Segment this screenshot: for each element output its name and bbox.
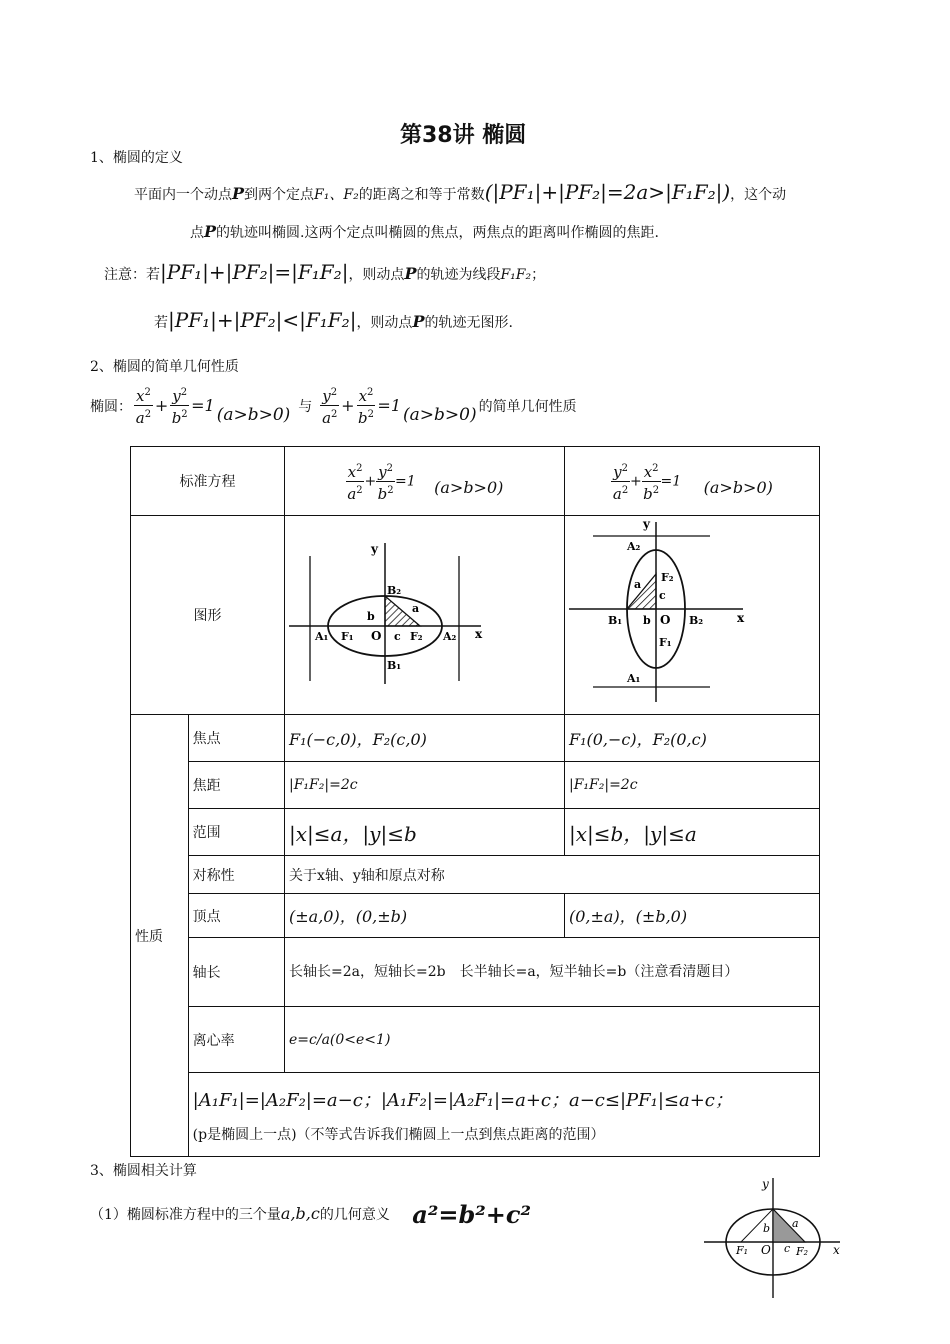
svg-text:y: y [371, 542, 378, 556]
note-line-1: 注意：若|PF₁|+|PF₂|=|F₁F₂|，则动点P的轨迹为线段F₁F₂； [104, 260, 546, 284]
svg-text:O: O [761, 1243, 771, 1257]
foci-horizontal: F₁(−c,0)，F₂(c,0) [285, 715, 565, 762]
row-label-axis-length: 轴长 [188, 938, 284, 1007]
figure-horizontal [285, 516, 565, 715]
row-label-range: 范围 [188, 809, 284, 856]
note-line-2: 若|PF₁|+|PF₂|<|F₁F₂|，则动点P的轨迹无图形. [154, 308, 513, 332]
svg-text:O: O [371, 629, 382, 643]
range-vertical: |x|≤b，|y|≤a [564, 809, 819, 856]
symmetry-value: 关于x轴、y轴和原点对称 [285, 856, 820, 894]
svg-text:A₂: A₂ [626, 540, 641, 553]
svg-text:x: x [736, 611, 745, 625]
svg-text:B₁: B₁ [387, 659, 402, 672]
svg-text:F₁: F₁ [736, 1244, 749, 1257]
vertices-vertical: (0,±a)，(±b,0) [564, 894, 819, 938]
svg-text:c: c [784, 1242, 791, 1255]
std-equation-header: 标准方程 [131, 447, 285, 516]
horizontal-ellipse-diagram [285, 516, 563, 710]
eccentricity-value: e=c/a(0<e<1) [285, 1007, 820, 1073]
svg-text:A₂: A₂ [443, 630, 457, 643]
distance-range-cell: |A₁F₁|=|A₂F₂|=a−c；|A₁F₂|=|A₂F₁|=a+c；a−c≤|PF₁|≤a+c； (p是椭圆上一点)（不等式告诉我们椭圆上一点到焦点距离的范围） [188, 1073, 819, 1157]
svg-text:y: y [642, 517, 650, 531]
svg-text:b: b [763, 1222, 771, 1235]
svg-text:O: O [659, 613, 671, 627]
svg-text:x: x [833, 1243, 840, 1257]
vertices-horizontal: (±a,0)，(0,±b) [285, 894, 565, 938]
abc-meaning-line: （1）椭圆标准方程中的三个量a,b,c的几何意义 a²=b²+c² [90, 1200, 531, 1229]
svg-text:B₂: B₂ [688, 614, 704, 627]
properties-header: 性质 [131, 715, 189, 1157]
section-3-heading: 3、椭圆相关计算 [90, 1163, 197, 1179]
foci-vertical: F₁(0,−c)，F₂(0,c) [564, 715, 819, 762]
svg-text:a: a [792, 1217, 799, 1230]
section-2-heading: 2、椭圆的简单几何性质 [90, 359, 239, 375]
svg-text:a: a [412, 602, 420, 615]
equation-horizontal: $\frac{x^2}{a^2}$ + $\frac{y^2}{b^2}$ =1 (a>b>0) [285, 447, 565, 516]
row-label-symmetry: 对称性 [188, 856, 284, 894]
row-label-eccentricity: 离心率 [188, 1007, 284, 1073]
svg-text:F₂: F₂ [796, 1245, 809, 1258]
row-label-vertices: 顶点 [188, 894, 284, 938]
properties-table [130, 446, 820, 1157]
svg-text:b: b [367, 610, 375, 623]
page-title: 第38讲 椭圆 [400, 123, 527, 148]
section-1-heading: 1、椭圆的定义 [90, 150, 183, 166]
svg-text:A₁: A₁ [315, 630, 329, 643]
vertical-ellipse-diagram [565, 516, 818, 710]
row-label-foci: 焦点 [188, 715, 284, 762]
definition-line-2: 点P的轨迹叫椭圆.这两个定点叫椭圆的焦点，两焦点的距离叫作椭圆的焦距. [190, 222, 659, 241]
svg-text:F₁: F₁ [658, 636, 672, 649]
range-horizontal: |x|≤a，|y|≤b [285, 809, 565, 856]
svg-text:F₂: F₂ [660, 571, 674, 584]
axis-length-value: 长轴长=2a，短轴长=2b 长半轴长=a，短半轴长=b（注意看清题目） [285, 938, 820, 1007]
svg-text:c: c [394, 630, 401, 643]
svg-text:x: x [475, 627, 483, 641]
svg-text:A₁: A₁ [626, 672, 641, 685]
svg-text:c: c [658, 589, 666, 602]
row-label-focal-distance: 焦距 [188, 762, 284, 809]
abc-triangle-diagram [700, 1172, 850, 1302]
focal-distance-vertical: |F₁F₂|=2c [564, 762, 819, 809]
svg-text:F₂: F₂ [410, 630, 423, 643]
svg-text:a: a [633, 578, 642, 591]
figure-vertical [564, 516, 819, 715]
svg-text:y: y [762, 1177, 769, 1191]
figure-header: 图形 [131, 516, 285, 715]
svg-text:B₂: B₂ [387, 584, 402, 597]
equation-vertical: $\frac{y^2}{a^2}$ + $\frac{x^2}{b^2}$ =1 (a>b>0) [564, 447, 819, 516]
focal-distance-horizontal: |F₁F₂|=2c [285, 762, 565, 809]
svg-text:F₁: F₁ [341, 630, 354, 643]
svg-text:B₁: B₁ [607, 614, 623, 627]
ellipse-equations-line: 椭圆： $\frac{x^2}{a^2}$ + $\frac{y^2}{b^2}$ =1 (a>b>0) 与 $\frac{y^2}{a^2}$ + $\frac{x^2}{b^2}$ =1 (a>b>0) 的简单几何性质 [90, 384, 577, 427]
definition-line-1: 平面内一个动点P到两个定点F₁、F₂的距离之和等于常数(|PF₁|+|PF₂|=2a>|F₁F₂|)，这个动 [134, 180, 787, 204]
svg-text:b: b [642, 614, 651, 627]
